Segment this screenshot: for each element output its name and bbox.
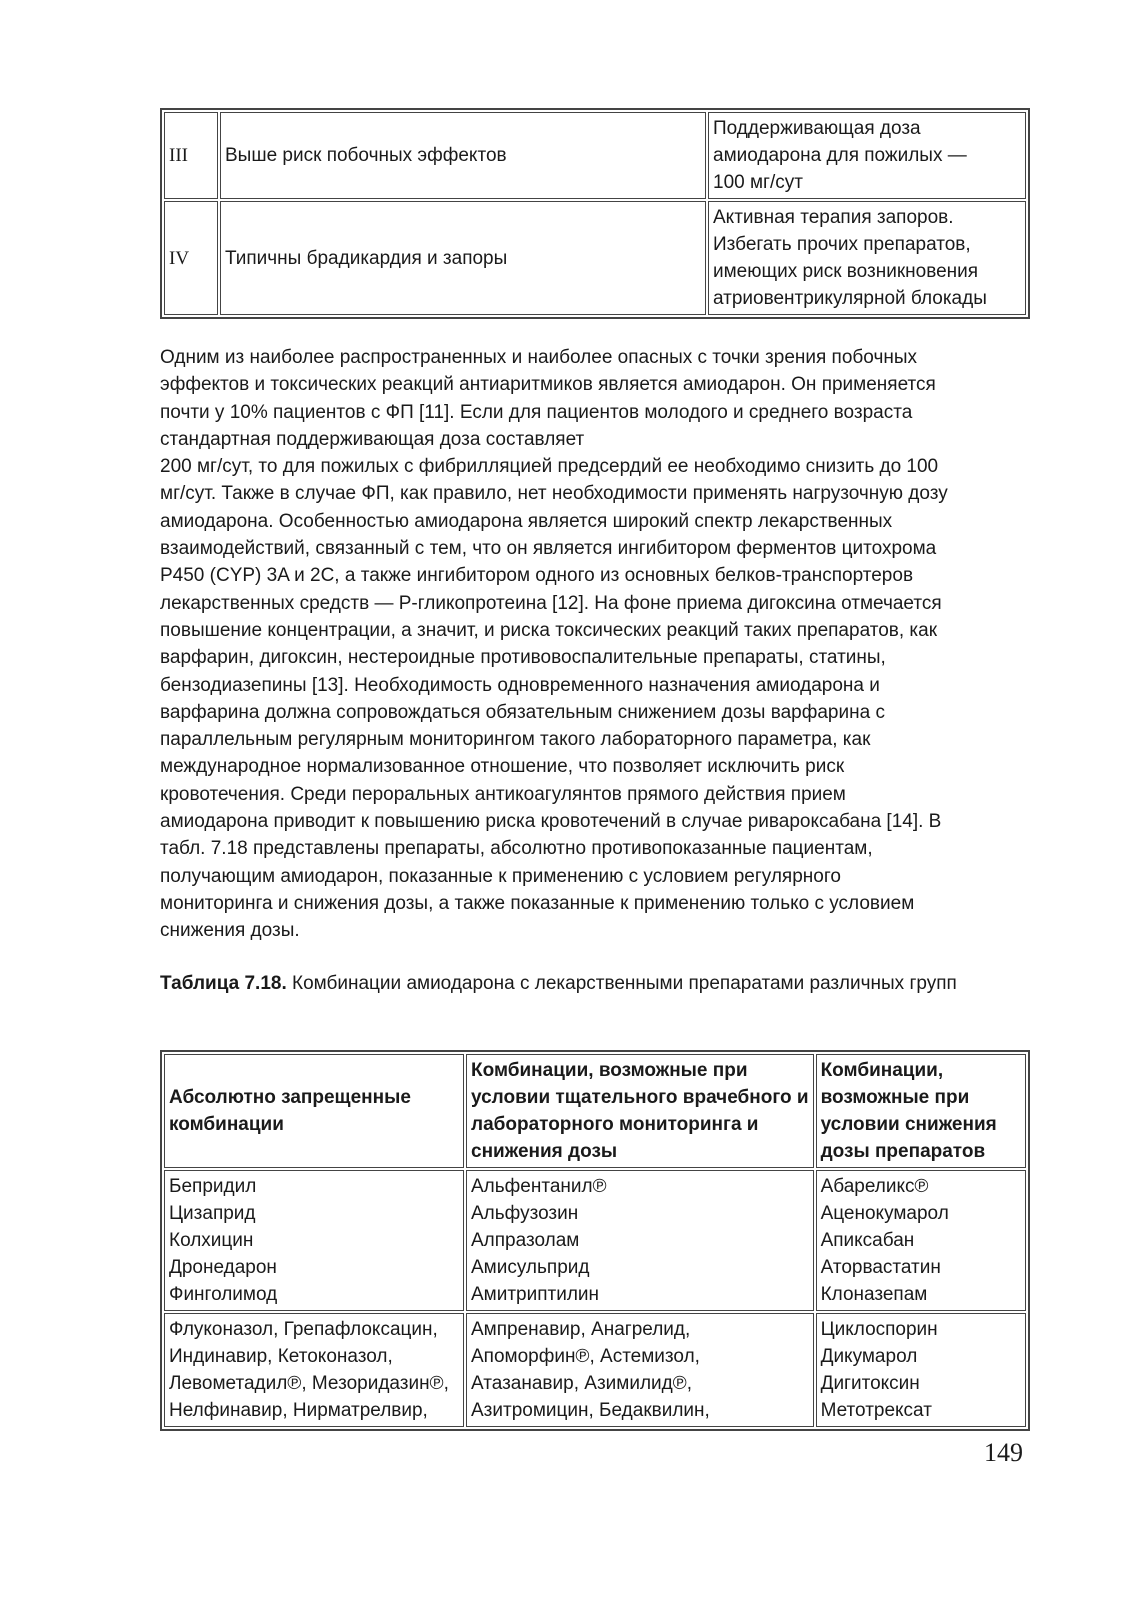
drug-item: Метотрексат	[820, 1400, 932, 1421]
drug-item: Дронедарон	[169, 1257, 277, 1278]
drug-item: Индинавир, Кетоконазол,	[169, 1346, 393, 1367]
header-line: комбинации	[169, 1114, 284, 1135]
paragraph-line: международное нормализованное отношение, что позволяет исключить риск	[160, 756, 845, 778]
drug-list-cell	[466, 1170, 814, 1311]
class-number-cell: III	[164, 112, 218, 199]
paragraph-line: Одним из наиболее распространенных и наиболее опасных с точки зрения побочных	[160, 347, 917, 368]
drug-item: Апоморфин℗, Астемизол,	[471, 1346, 700, 1367]
drug-item: Аценокумарол	[820, 1203, 949, 1224]
drug-list-cell	[466, 1313, 814, 1427]
table-header-row	[164, 1054, 1026, 1168]
class-number-cell: IV	[164, 201, 218, 315]
cell-line: Активная терапия запоров.	[713, 207, 954, 228]
recommendation-cell	[708, 112, 1026, 199]
paragraph-line: табл. 7.18 представлены препараты, абсолютно противопоказанные пациентам,	[160, 838, 873, 860]
paragraph-line: получающим амиодарон, показанные к применению с условием регулярного	[160, 865, 841, 887]
drug-item: Ампренавир, Анагрелид,	[471, 1319, 691, 1340]
table-row	[164, 112, 1026, 199]
drug-list-cell	[816, 1313, 1026, 1427]
paragraph-line: снижения дозы.	[160, 920, 300, 942]
table-caption	[160, 970, 1000, 997]
table-row	[164, 201, 1026, 315]
cell-line: Избегать прочих препаратов,	[713, 234, 971, 255]
description-cell: Выше риск побочных эффектов	[220, 112, 706, 199]
description-cell: Типичны брадикардия и запоры	[220, 201, 706, 315]
paragraph-line: амиодарона приводит к повышению риска кровотечений в случае ривароксабана [14]. В	[160, 811, 942, 833]
header-line: лабораторного мониторинга и	[471, 1114, 759, 1135]
paragraph-line: почти у 10% пациентов с ФП [11]. Если для пациентов молодого и среднего возраста	[160, 401, 913, 423]
cell-line: 100 мг/сут	[713, 172, 803, 193]
header-line: Абсолютно запрещенные	[169, 1087, 411, 1108]
drug-item: Атазанавир, Азимилид℗,	[471, 1373, 693, 1394]
paragraph-line: мониторинга и снижения дозы, а также показанные к применению только с условием	[160, 892, 915, 914]
drug-item: Амисульприд	[471, 1257, 590, 1278]
drug-item: Левометадил℗, Мезоридазин℗,	[169, 1373, 449, 1394]
header-line: условии снижения	[820, 1114, 997, 1135]
side-effects-table	[160, 108, 1030, 319]
header-line: дозы препаратов	[820, 1141, 986, 1162]
header-line: Комбинации,	[820, 1060, 944, 1081]
paragraph-line: P450 (CYP) 3A и 2C, а также ингибитором одного из основных белков-транспортеров	[160, 565, 914, 587]
paragraph-line: бензодиазепины [13]. Необходимость одновременного назначения амиодарона и	[160, 674, 880, 696]
paragraph-line: повышение концентрации, а значит, и риска токсических реакций таких препаратов, как	[160, 619, 938, 641]
header-cell-monitoring	[466, 1054, 814, 1168]
drug-list-cell	[816, 1170, 1026, 1311]
body-paragraph	[160, 344, 948, 945]
paragraph-line: 200 мг/сут, то для пожилых с фибрилляцией предсердий ее необходимо снизить до 100	[160, 456, 939, 478]
header-cell-dose-reduction	[816, 1054, 1026, 1168]
drug-item: Абареликс℗	[820, 1176, 929, 1197]
paragraph-line: амиодарона. Особенностью амиодарона является широкий спектр лекарственных	[160, 510, 893, 532]
cell-line: амиодарона для пожилых —	[713, 145, 967, 166]
drug-list-cell	[164, 1170, 464, 1311]
drug-item: Амитриптилин	[471, 1284, 600, 1305]
drug-list-cell	[164, 1313, 464, 1427]
paragraph-line: стандартная поддерживающая доза составляет	[160, 428, 585, 450]
drug-item: Дикумарол	[820, 1346, 918, 1367]
header-line: возможные при	[820, 1087, 970, 1108]
amiodarone-combinations-table	[160, 1050, 1030, 1431]
paragraph-line: лекарственных средств — Р-гликопротеина [12]. На фоне приема дигоксина отмечается	[160, 592, 942, 614]
drug-item: Аторвастатин	[820, 1257, 941, 1278]
drug-item: Цизаприд	[169, 1203, 256, 1224]
cell-line: имеющих риск возникновения	[713, 261, 979, 282]
table-row	[164, 1170, 1026, 1311]
drug-item: Циклоспорин	[820, 1319, 938, 1340]
drug-item: Колхицин	[169, 1230, 254, 1251]
paragraph-line: эффектов и токсических реакций антиаритмиков является амиодарон. Он применяется	[160, 374, 936, 396]
paragraph-line: параллельным регулярным мониторингом такого лабораторного параметра, как	[160, 729, 871, 751]
drug-item: Альфентанил℗	[471, 1176, 607, 1197]
paragraph-line: мг/сут. Также в случае ФП, как правило, нет необходимости применять нагрузочную дозу	[160, 483, 948, 505]
header-line: условии тщательного врачебного и	[471, 1087, 809, 1108]
table-row	[164, 1313, 1026, 1427]
page-number: 149	[984, 1438, 1023, 1467]
drug-item: Финголимод	[169, 1284, 278, 1305]
drug-item: Бепридил	[169, 1176, 257, 1197]
paragraph-line: варфарина должна сопровождаться обязательным снижением дозы варфарина с	[160, 701, 885, 723]
drug-item: Дигитоксин	[820, 1373, 920, 1394]
drug-item: Альфузозин	[471, 1203, 579, 1224]
header-cell-forbidden	[164, 1054, 464, 1168]
drug-item: Азитромицин, Бедаквилин,	[471, 1400, 710, 1421]
header-line: снижения дозы	[471, 1141, 618, 1162]
recommendation-cell	[708, 201, 1026, 315]
paragraph-line: взаимодействий, связанный с тем, что он является ингибитором ферментов цитохрома	[160, 538, 937, 560]
paragraph-line: кровотечения. Среди пероральных антикоагулянтов прямого действия прием	[160, 783, 846, 805]
cell-line: атриовентрикулярной блокады	[713, 288, 987, 309]
caption-text: Комбинации амиодарона с лекарственными препаратами различных групп	[292, 973, 957, 994]
cell-line: Поддерживающая доза	[713, 118, 921, 139]
header-line: Комбинации, возможные при	[471, 1060, 748, 1081]
caption-label: Таблица 7.18.	[160, 973, 287, 994]
drug-item: Нелфинавир, Нирматрелвир,	[169, 1400, 428, 1421]
drug-item: Флуконазол, Грепафлоксацин,	[169, 1319, 438, 1340]
drug-item: Клоназепам	[820, 1284, 928, 1305]
drug-item: Алпразолам	[471, 1230, 580, 1251]
paragraph-line: варфарин, дигоксин, нестероидные противовоспалительные препараты, статины,	[160, 647, 886, 669]
drug-item: Апиксабан	[820, 1230, 915, 1251]
